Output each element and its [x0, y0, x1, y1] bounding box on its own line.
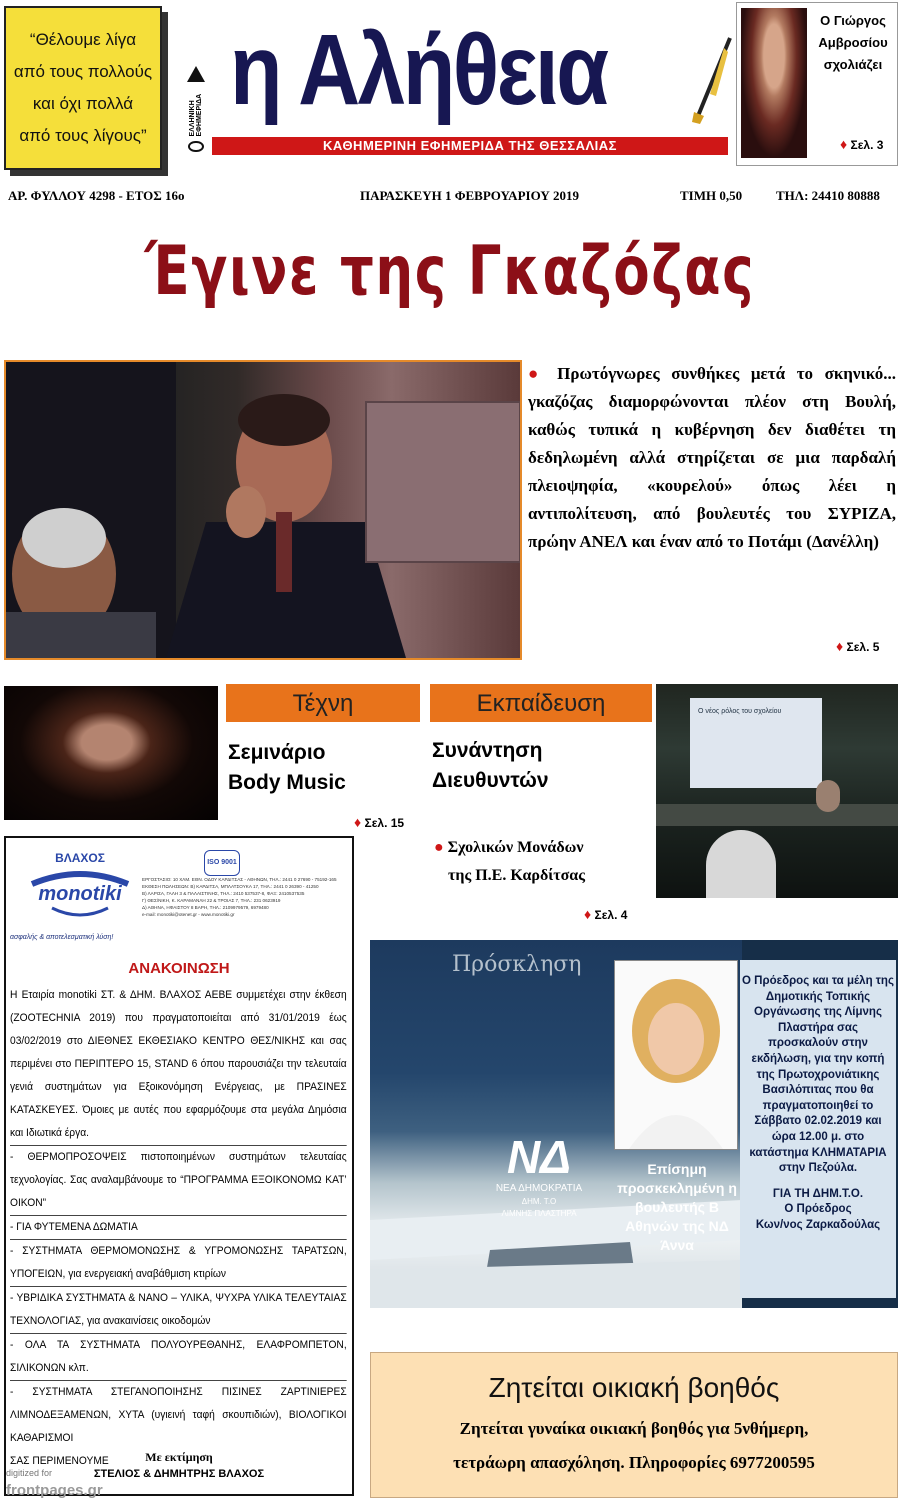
diamond-icon: ♦ — [354, 814, 362, 830]
nd-line: ΔΗΜ. Τ.Ο — [521, 1197, 557, 1206]
ad-announcement-title: ΑΝΑΚΟΙΝΩΣΗ — [128, 960, 230, 977]
education-sub-line: Σχολικών Μονάδων — [447, 839, 584, 856]
quote-line: από τους πολλούς — [13, 62, 153, 81]
ad-contacts — [142, 876, 348, 918]
contact-line: Γ) ΘΕΣ/ΝΙΚΗ, Κ. ΚΑΡΑΜΑΝΛΗ 22 & ΤΡΟΙΑΣ 7, ΤΗΛ.: 231 0623919 — [142, 898, 281, 903]
screen-text: Ο νέος ρόλος του σχολείου — [698, 708, 782, 715]
diamond-icon: ♦ — [836, 638, 844, 654]
quote-line: “Θέλουμε λίγα — [29, 30, 137, 49]
ad-paragraph: ΣΑΣ ΠΕΡΙΜΕΝΟΥΜΕ — [10, 1455, 109, 1467]
page-label: Σελ. 15 — [364, 816, 405, 830]
ad-paragraph: Η Εταιρία monotiki ΣΤ. & ΔΗΜ. ΒΛΑΧΟΣ ΑΕΒΕ συμμετέχει στην έκθεση (ZOOTECHNIA 2019) που πραγματοποιείται από 31/01/2019 έως 03/02/2019 στο ΔΙΕΘΝΕΣ ΕΚΘΕΣΙΑΚΟ ΚΕΝΤΡΟ ΘΕΣ/ΝΙΚΗΣ και σας περιμένει στο ΠΕΡΙΠΤΕΡΟ 15, STAND 6 όπου παρουσιάζει την τελευταία γενιά συστημάτων για Εξοικονόμηση Ενέργειας, με ΠΡΑΣΙΝΕΣ ΚΑΤΑΣΚΕΥΕΣ. Όμοιες με αυτές που εφαρμόζουμε στα μεγάλα Δημόσια και Ιδιωτικά έργα. — [10, 989, 347, 1139]
columnist-page-ref[interactable] — [840, 136, 883, 152]
education-headline-line: Συνάντηση — [432, 739, 543, 762]
main-story-page-ref[interactable] — [836, 638, 879, 654]
arts-headline-line: Σεμινάριο — [228, 741, 326, 764]
guest-photo — [614, 960, 738, 1150]
issue-date: ΠΑΡΑΣΚΕΥΗ 1 ΦΕΒΡΟΥΑΡΙΟΥ 2019 — [360, 188, 579, 203]
logo-top-text: ΒΛΑΧΟΣ — [55, 851, 105, 865]
iso-badge — [204, 850, 240, 876]
digitized-label: digitized for — [6, 1468, 53, 1478]
bullet-icon: ● — [434, 839, 444, 856]
seal-icon — [188, 141, 204, 153]
contact-line: e-mail: monotiki@otenet.gr - www.monotiki.gr — [142, 912, 235, 917]
main-story-photo[interactable] — [4, 360, 522, 660]
classified-body — [370, 1412, 898, 1480]
main-story-text — [528, 360, 896, 556]
invitation-body: Ο Πρόεδρος και τα μέλη της Δημοτικής Τοπικής Οργάνωσης της Λίμνης Πλαστήρα σας προσκαλούν στην εκδήλωση, για την κοπή της Πρωτοχρονιάτικης Βασιλόπιτας που θα πραγματοποιηθεί το Σάββατο 02.02.2019 και ώρα 12.00 μ. στο κατάστημα ΚΛΗΜΑΤΑΡΙΑ στην Πεζούλα. — [742, 975, 894, 1175]
education-headline-line: Διευθυντών — [432, 769, 549, 792]
quote-line: και όχι πολλά — [32, 94, 134, 113]
columnist-name — [810, 10, 896, 76]
newspaper-title[interactable]: η Αλήθεια — [230, 14, 607, 126]
masthead-emblem — [186, 66, 206, 152]
issue-number: ΑΡ. ΦΥΛΛΟΥ 4298 - ΕΤΟΣ 16ο — [8, 188, 185, 203]
table — [656, 804, 898, 826]
classified-line: Ζητείται γυναίκα οικιακή βοηθός για 5νθήμερη, — [459, 1419, 809, 1438]
contact-phone: ΤΗΛ: 24410 80888 — [776, 188, 880, 203]
education-sub-line: της Π.Ε. Καρδίτσας — [448, 867, 585, 884]
contact-line: Β) ΛΑΡΙΣΑ, ΓΑΛΗ 3 & ΠΑΛΑΙΣΤΙΝΗΣ, ΤΗΛ.: 2410 537537-8, ΦΑΞ: 2410537535 — [142, 891, 305, 896]
arts-headline[interactable] — [228, 738, 346, 798]
logo-main-text: monotiki — [38, 883, 122, 905]
education-photo[interactable] — [656, 684, 898, 898]
frontpages-watermark[interactable]: frontpages.gr — [6, 1482, 103, 1499]
quote-line: από τους λίγους” — [19, 126, 147, 145]
speaker — [816, 780, 840, 812]
invitation-sign-line: Ο Πρόεδρος — [784, 1203, 852, 1216]
ad-slogan: ασφαλής & αποτελεσματική λύση! — [10, 934, 114, 941]
education-page-ref[interactable] — [584, 906, 627, 922]
ad-paragraph: - ΥΒΡΙΔΙΚΑ ΣΥΣΤΗΜΑΤΑ & ΝΑΝΟ – ΥΛΙΚΑ, ΨΥΧΡΑ ΥΛΙΚΑ ΤΕΛΕΥΤΑΙΑΣ ΤΕΧΝΟΛΟΓΙΑΣ, για ανακαινίσεις οικοδομών — [10, 1292, 347, 1327]
columnist-line: Ο Γιώργος — [820, 13, 886, 28]
subtitle-bar: ΚΑΘΗΜΕΡΙΝΗ ΕΦΗΜΕΡΙΔΑ ΤΗΣ ΘΕΣΣΑΛΙΑΣ — [212, 137, 728, 155]
ad-paragraph: - ΓΙΑ ΦΥΤΕΜΕΝΑ ΔΩΜΑΤΙΑ — [10, 1221, 138, 1233]
audience-head — [706, 830, 776, 898]
page-label: Σελ. 4 — [594, 908, 628, 922]
invitation-sign-line: Κων/νος Ζαρκαδούλας — [755, 1218, 881, 1231]
bullet-icon: ● — [528, 364, 546, 383]
arts-page-ref[interactable] — [354, 814, 404, 830]
nd-line: ΛΙΜΝΗΣ ΠΛΑΣΤΗΡΑ — [501, 1209, 577, 1218]
nd-logo — [474, 1132, 604, 1242]
invitation-text — [742, 974, 894, 1234]
ad-sign-names: ΣΤΕΛΙΟΣ & ΔΗΜΗΤΡΗΣ ΒΛΑΧΟΣ — [93, 1468, 265, 1480]
diamond-icon: ♦ — [840, 136, 848, 152]
education-subtext — [434, 834, 585, 890]
quote-box — [4, 6, 162, 170]
issue-price: ΤΙΜΗ 0,50 — [680, 188, 743, 203]
ad-paragraph: - ΣΥΣΤΗΜΑΤΑ ΣΤΕΓΑΝΟΠΟΙΗΣΗΣ ΠΙΣΙΝΕΣ ΖΑΡΤΙΝΙΕΡΕΣ ΛΙΜΝΟΔΕΞΑΜΕΝΩΝ, ΧΥΤΑ (υγιεινή ταφή σκουπιδιών), ΒΙΟΛΟΓΙΚΟΙ ΚΑΘΑΡΙΣΜΟΙ — [10, 1386, 347, 1444]
iso-text: ISO 9001 — [207, 859, 237, 866]
page-label: Σελ. 3 — [850, 138, 884, 152]
classified-headline: Ζητείται οικιακή βοηθός — [488, 1372, 780, 1403]
brush-icon — [690, 34, 734, 124]
columnist-line: Αμβροσίου — [818, 35, 888, 50]
projector-screen — [690, 698, 822, 788]
ad-paragraph: - ΣΥΣΤΗΜΑΤΑ ΘΕΡΜΟΜΟΝΩΣΗΣ & ΥΓΡΟΜΟΝΩΣΗΣ ΤΑΡΑΤΣΩΝ, ΥΠΟΓΕΙΩΝ, για ενεργειακή αναβάθμιση κτιρίων — [10, 1245, 347, 1280]
invitation-title: Πρόσκληση — [452, 952, 582, 977]
nd-line: ΝΕΑ ΔΗΜΟΚΡΑΤΙΑ — [495, 1183, 583, 1194]
arts-headline-line: Body Music — [228, 771, 346, 794]
classified-line: τετράωρη απασχόληση. Πληροφορίες 6977200595 — [453, 1453, 815, 1472]
page-label: Σελ. 5 — [846, 640, 880, 654]
ad-body — [10, 984, 347, 1473]
contact-line: Δ) ΑΘΗΝΑ, ΗΦΑΙΣΤΟΥ 8 ΒΑΡΗ, ΤΗΛ.: 2109979579, 6979480 — [142, 905, 269, 910]
ad-paragraph: - ΘΕΡΜΟΠΡΟΣΟΨΕΙΣ πιστοποιημένων συστημάτων τελευταίας τεχνολογίας. Σας αναλαμβάνουμε το “ΠΡΟΓΡΑΜΜΑ ΕΞΟΙΚΟΝΟΜΩ ΚΑΤ’ ΟΙΚΟΝ” — [10, 1151, 347, 1209]
columnist-photo — [741, 8, 807, 158]
columnist-line: σχολιάζει — [823, 57, 883, 72]
education-headline[interactable] — [432, 736, 549, 796]
contact-line: ΕΡΓΟΣΤΑΣΙΟ: 10 ΧΛΜ. ΕΘΝ. ΟΔΟΥ ΚΑΡΔΙΤΣΑΣ - ΑΘΗΝΩΝ, ΤΗΛ.: 2441 0 27690 - 75192-165 — [142, 877, 337, 882]
diamond-icon: ♦ — [584, 906, 592, 922]
emblem-text: ΕΛΛΗΝΙΚΗ ΕΦΗΜΕΡΙΔΑ — [189, 93, 203, 137]
parliament-scene — [6, 362, 520, 658]
main-headline[interactable]: Έγινε της Γκαζόζας — [144, 232, 756, 311]
guest-portrait — [615, 961, 737, 1149]
tab-arts[interactable]: Τέχνη — [226, 684, 420, 722]
main-story-body: Πρωτόγνωρες συνθήκες μετά το σκηνικό... γκαζόζας διαμορφώνονται πλέον στη Βουλή, καθώς τυπικά η κυβέρνηση δεν διαθέτει τη δεδηλωμένη αλλά στηρίζεται σε μια παρδαλή πλειοψηφία, «κουρελού» όπως λέει η αντιπολίτευση, από βουλευτές του ΣΥΡΙΖΑ, πρώην ΑΝΕΛ και έναν από το Ποτάμι (Δανέλλη) — [528, 364, 896, 551]
tab-education[interactable]: Εκπαίδευση — [430, 684, 652, 722]
nd-logo-text: ΝΔ — [506, 1131, 572, 1183]
monotiki-logo — [22, 844, 138, 924]
invitation-sign-line: ΓΙΑ ΤΗ ΔΗΜ.Τ.Ο. — [772, 1187, 864, 1200]
invitation-caption: Επίσημη προσκεκλημένη η βουλευτής Β Αθηνών της ΝΔ Άννα — [617, 1161, 737, 1253]
triangle-icon — [187, 66, 205, 82]
ad-sign-regards: Με εκτίμηση — [145, 1450, 213, 1464]
contact-line: ΕΚΘΕΣΗ ΠΩΛΗΣΕΩΝ: Β) ΚΑΡΔΙΤΣΑ, ΜΠΛΑΤΣΟΥΚΑ 17, ΤΗΛ.: 2441 0 26390 - 41250 — [142, 884, 319, 889]
ad-paragraph: - ΟΛΑ ΤΑ ΣΥΣΤΗΜΑΤΑ ΠΟΛΥΟΥΡΕΘΑΝΗΣ, ΕΛΑΦΡΟΜΠΕΤΟΝ, ΣΙΛΙΚΟΝΩΝ κλπ. — [10, 1339, 347, 1374]
arts-photo[interactable] — [4, 686, 218, 820]
